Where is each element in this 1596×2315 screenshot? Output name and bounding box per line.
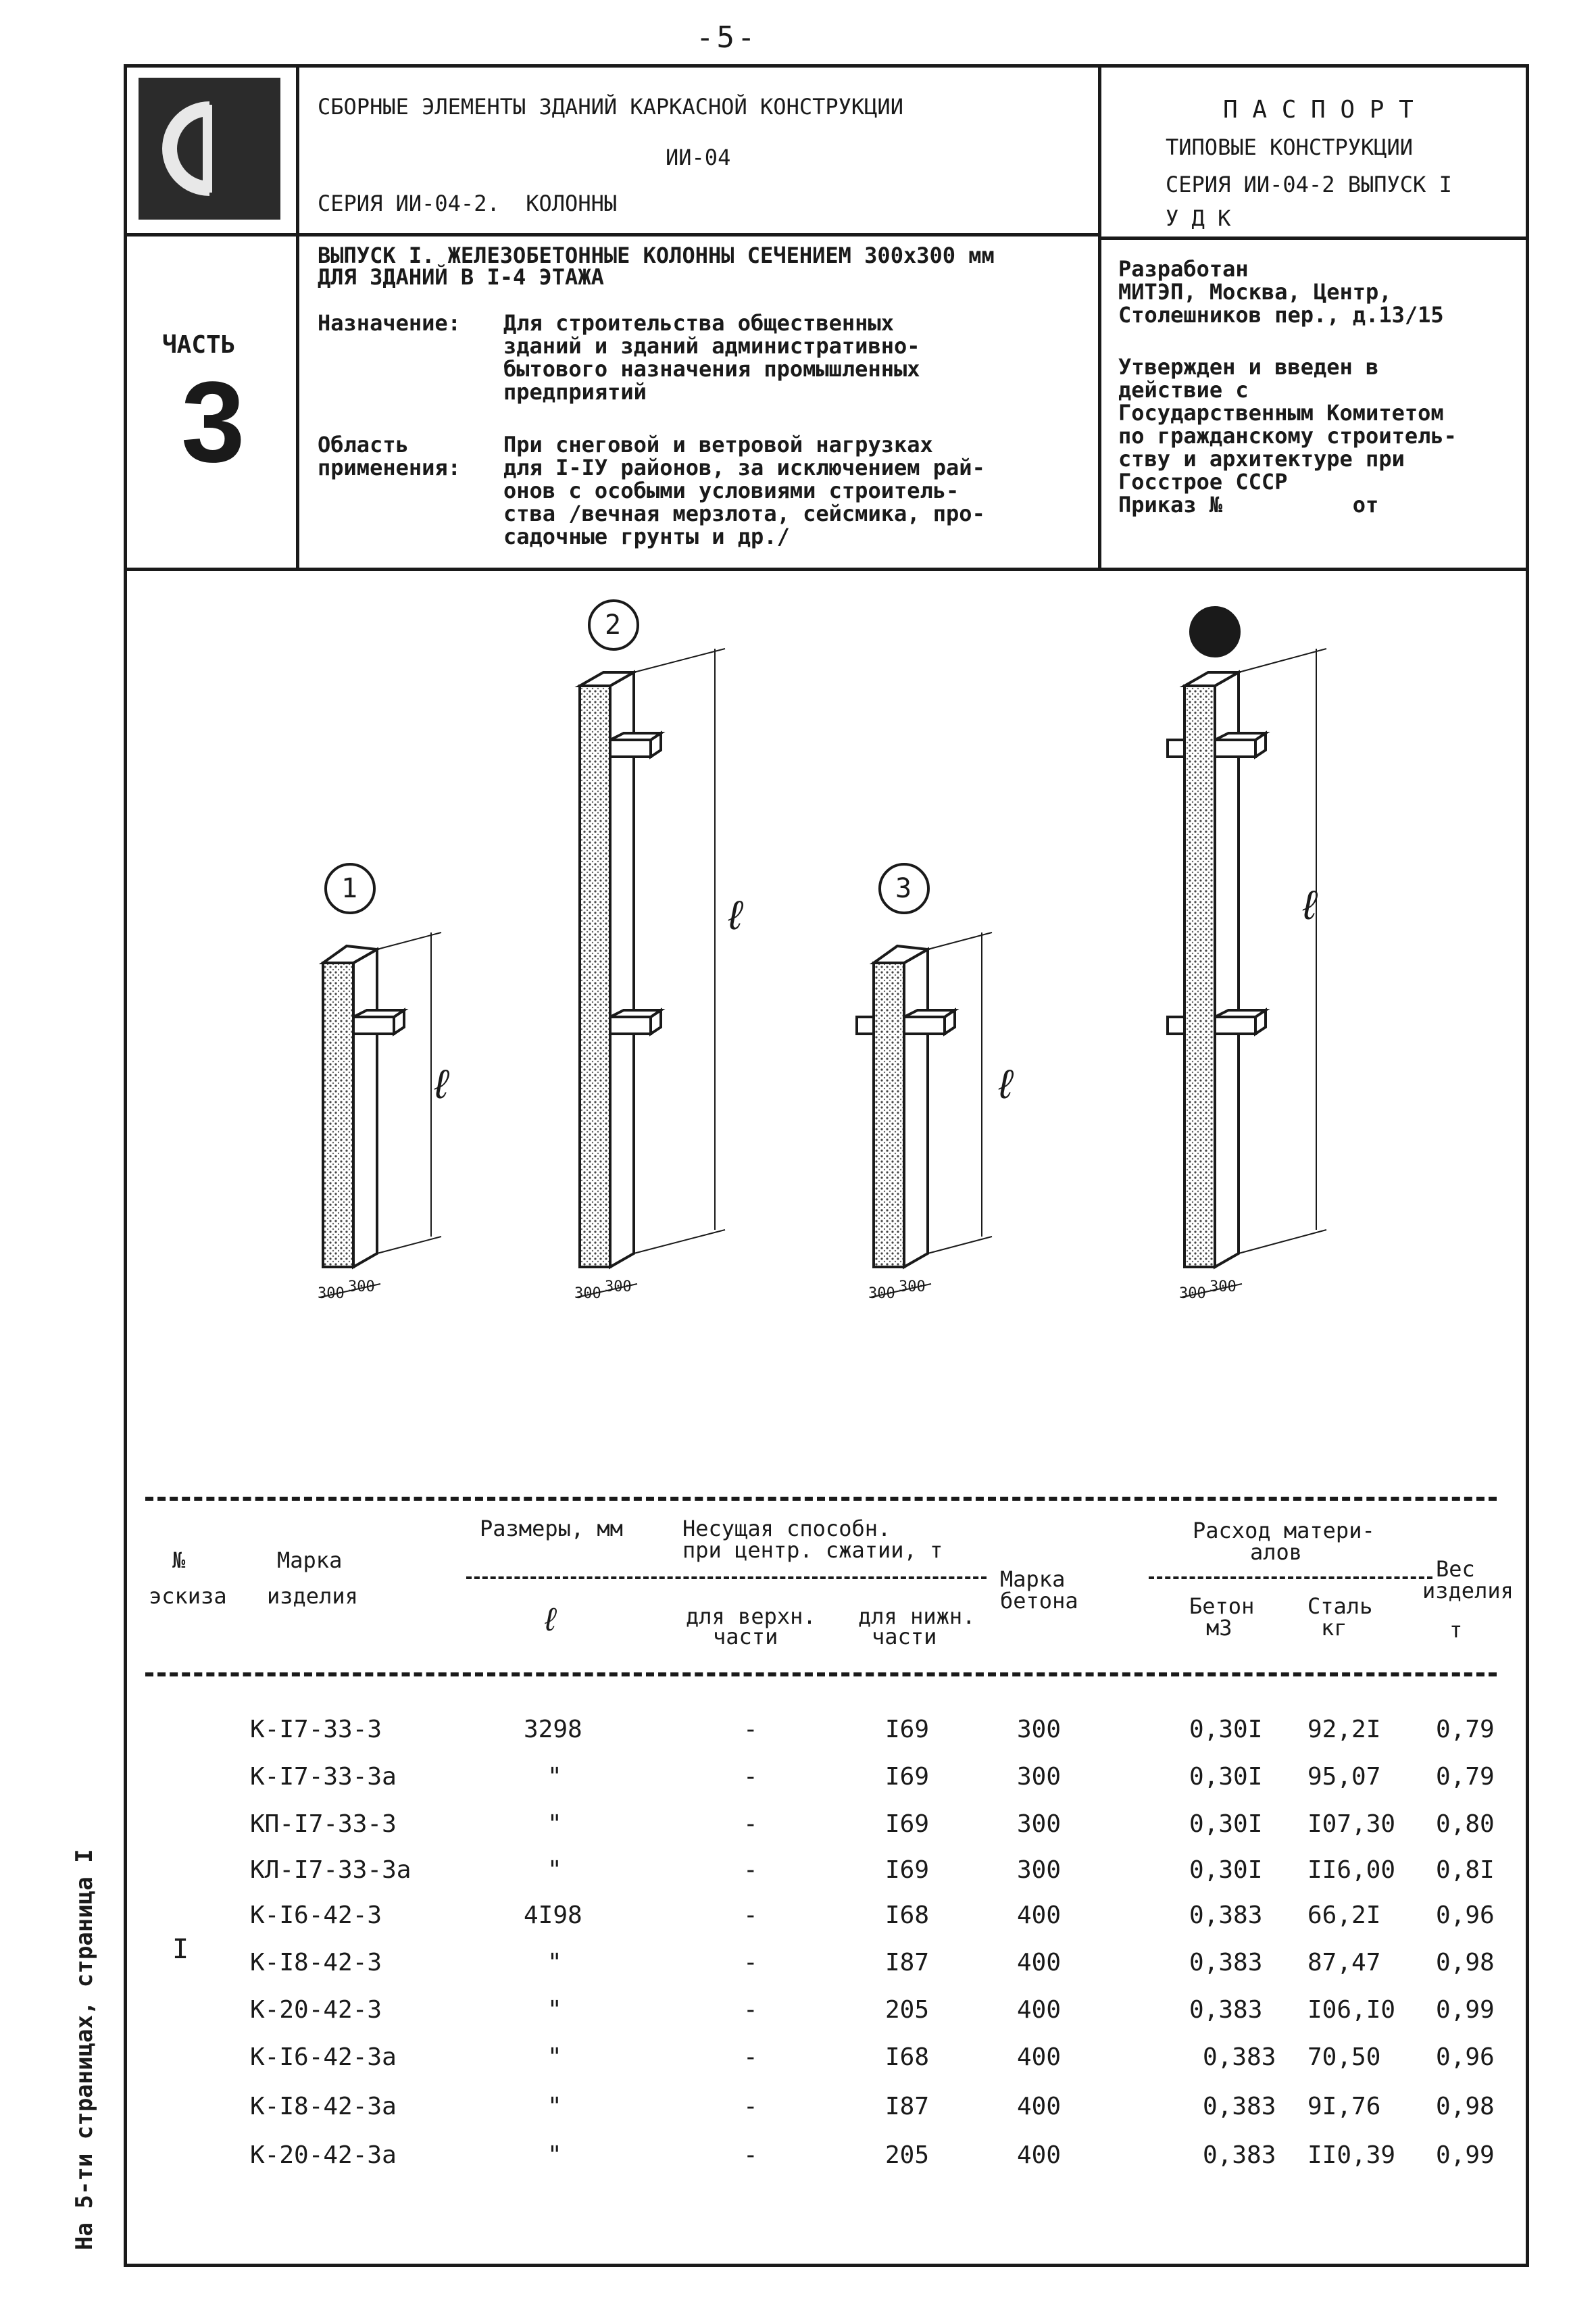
cell-steel: II0,39 <box>1307 2141 1396 2169</box>
header-sizes: Размеры, мм <box>480 1516 623 1541</box>
header-concrete-2: бетона <box>1000 1588 1078 1614</box>
cell-lower: I68 <box>885 1901 930 1929</box>
cell-upper: - <box>743 2141 758 2169</box>
passport-bottom-rule <box>1098 237 1529 240</box>
cell-concrete: 0,383 <box>1203 2093 1276 2120</box>
header-mark-1: Марка <box>277 1547 343 1573</box>
table-subheader-rule-left <box>466 1576 987 1579</box>
cell-length: " <box>547 1996 562 2024</box>
cell-weight: 0,96 <box>1436 1901 1495 1929</box>
header-sketch-2: эскиза <box>149 1583 227 1609</box>
cell-steel: II6,00 <box>1307 1856 1396 1884</box>
cell-length: " <box>547 2093 562 2120</box>
column-sketch-2 <box>576 649 725 1297</box>
approved-line-4: по гражданскому строитель- <box>1118 423 1457 449</box>
cell-upper: - <box>743 1763 758 1791</box>
passport-title: П А С П О Р Т <box>1223 96 1414 124</box>
passport-line-2: ТИПОВЫЕ КОНСТРУКЦИИ <box>1166 134 1414 160</box>
cell-weight: 0,98 <box>1436 1949 1495 1976</box>
cell-concrete: 0,383 <box>1189 1996 1263 2024</box>
cell-mark: КП-I7-33-3 <box>250 1810 397 1838</box>
sketch-number: I <box>172 1934 189 1965</box>
cell-upper: - <box>743 1716 758 1743</box>
length-label-2: ℓ <box>723 892 748 939</box>
cell-steel: I07,30 <box>1307 1810 1396 1838</box>
column-sketches <box>124 571 1529 1483</box>
cell-grade: 300 <box>1017 1856 1062 1884</box>
header-weight-2: изделия <box>1422 1578 1514 1603</box>
cell-concrete: 0,383 <box>1189 1949 1263 1976</box>
scope-label-1: Область <box>318 432 409 457</box>
page-number: -5- <box>696 20 758 55</box>
developed-line-3: Столешников пер., д.13/15 <box>1118 302 1444 328</box>
cell-mark: К-I8-42-3 <box>250 1949 382 1976</box>
dim-label-4a: 300 <box>1179 1285 1206 1302</box>
cell-grade: 400 <box>1017 2141 1062 2169</box>
cell-mark: К-20-42-3 <box>250 1996 382 2024</box>
sketch-label-3: 3 <box>895 873 912 904</box>
cell-weight: 0,99 <box>1436 2141 1495 2169</box>
cell-length: 3298 <box>524 1716 582 1743</box>
header-concrete-vol-2: м3 <box>1206 1615 1232 1641</box>
header-cap-lower-2: части <box>872 1624 937 1649</box>
cell-upper: - <box>743 2043 758 2071</box>
page-count-note: На 5-ти страницах, страница I <box>71 1849 98 2250</box>
column-sketch-1 <box>320 932 441 1297</box>
cell-length: " <box>547 1810 562 1838</box>
cell-concrete: 0,30I <box>1189 1856 1263 1884</box>
cell-steel: I06,I0 <box>1307 1996 1396 2024</box>
approved-line-6: Госстрое СССР <box>1118 469 1288 495</box>
passport-line-4: У Д К <box>1166 205 1231 231</box>
cell-steel: 66,2I <box>1307 1901 1381 1929</box>
scope-line-4: ства /вечная мерзлота, сейсмика, про- <box>503 501 985 526</box>
header-cap-upper-1: для верхн. <box>686 1603 816 1629</box>
cell-length: " <box>547 2141 562 2169</box>
cell-steel: 9I,76 <box>1307 2093 1381 2120</box>
cell-weight: 0,80 <box>1436 1810 1495 1838</box>
header-sketch-1: № <box>172 1547 186 1573</box>
scope-line-2: для I-IУ районов, за исключением рай- <box>503 455 985 480</box>
approved-line-1: Утвержден и введен в <box>1118 354 1379 380</box>
header-cap-lower-1: для нижн. <box>858 1603 976 1629</box>
cell-upper: - <box>743 1949 758 1976</box>
cell-concrete: 0,30I <box>1189 1763 1263 1791</box>
issue-line-1: ВЫПУСК I. ЖЕЛЕЗОБЕТОННЫЕ КОЛОННЫ СЕЧЕНИЕМ 300х300 мм <box>318 243 995 268</box>
cell-length: " <box>547 1763 562 1791</box>
cell-weight: 0,98 <box>1436 2093 1495 2120</box>
cell-lower: I69 <box>885 1716 930 1743</box>
developed-line-1: Разработан <box>1118 256 1249 282</box>
header-weight-1: Вес <box>1436 1556 1475 1582</box>
header-concrete-vol-1: Бетон <box>1189 1593 1255 1619</box>
passport-column-rule <box>1098 64 1101 571</box>
logo-column-rule <box>296 64 299 571</box>
title-line-2: ИИ-04 <box>666 145 731 170</box>
cell-length: " <box>547 2043 562 2071</box>
cell-lower: I69 <box>885 1810 930 1838</box>
dim-label-2a: 300 <box>574 1285 601 1302</box>
cell-lower: I68 <box>885 2043 930 2071</box>
cell-steel: 95,07 <box>1307 1763 1381 1791</box>
developed-line-2: МИТЭП, Москва, Центр, <box>1118 279 1392 305</box>
cell-upper: - <box>743 1856 758 1884</box>
dim-label-1a: 300 <box>318 1285 345 1302</box>
cell-steel: 70,50 <box>1307 2043 1381 2071</box>
organization-logo <box>139 78 280 220</box>
cell-lower: 205 <box>885 2141 930 2169</box>
length-label-1: ℓ <box>429 1061 454 1108</box>
table-top-rule <box>145 1497 1497 1501</box>
dim-label-2b: 300 <box>605 1278 632 1295</box>
part-label: ЧАСТЬ <box>162 331 236 359</box>
purpose-label: Назначение: <box>318 310 461 336</box>
cell-lower: I69 <box>885 1763 930 1791</box>
passport-line-3: СЕРИЯ ИИ-04-2 ВЫПУСК I <box>1166 172 1452 197</box>
header-mark-2: изделия <box>267 1583 358 1609</box>
cell-mark: К-I6-42-3 <box>250 1901 382 1929</box>
cell-lower: 205 <box>885 1996 930 2024</box>
cell-steel: 92,2I <box>1307 1716 1381 1743</box>
cell-lower: I87 <box>885 2093 930 2120</box>
column-sketch-4 <box>1168 649 1326 1297</box>
cell-grade: 400 <box>1017 1949 1062 1976</box>
cell-upper: - <box>743 1996 758 2024</box>
header-weight-3: т <box>1449 1617 1463 1643</box>
purpose-line-4: предприятий <box>503 379 647 405</box>
cell-concrete: 0,383 <box>1189 1901 1263 1929</box>
cell-grade: 400 <box>1017 1996 1062 2024</box>
header-capacity-1: Несущая способн. <box>682 1516 891 1541</box>
cell-weight: 0,99 <box>1436 1996 1495 2024</box>
dim-label-1b: 300 <box>348 1278 375 1295</box>
cell-lower: I87 <box>885 1949 930 1976</box>
cell-lower: I69 <box>885 1856 930 1884</box>
cell-weight: 0,8I <box>1436 1856 1495 1884</box>
issue-line-2: ДЛЯ ЗДАНИЙ В I-4 ЭТАЖА <box>318 264 604 290</box>
series-line: СЕРИЯ ИИ-04-2. КОЛОННЫ <box>318 191 618 216</box>
cell-upper: - <box>743 2093 758 2120</box>
cell-mark: К-20-42-3а <box>250 2141 397 2169</box>
approved-line-5: ству и архитектуре при <box>1118 446 1405 472</box>
header-sizes-l: ℓ <box>541 1601 560 1639</box>
purpose-line-1: Для строительства общественных <box>503 310 894 336</box>
approved-line-2: действие с <box>1118 377 1249 403</box>
sketch-label-1: 1 <box>341 873 358 904</box>
cell-weight: 0,96 <box>1436 2043 1495 2071</box>
title-bottom-rule <box>296 233 1100 237</box>
scope-line-3: онов с особыми условиями строитель- <box>503 478 959 503</box>
cell-concrete: 0,30I <box>1189 1810 1263 1838</box>
cell-length: 4I98 <box>524 1901 582 1929</box>
cell-concrete: 0,30I <box>1189 1716 1263 1743</box>
purpose-line-3: бытового назначения промышленных <box>503 356 920 382</box>
cell-length: " <box>547 1856 562 1884</box>
length-label-4: ℓ <box>1297 882 1322 929</box>
scope-label-2: применения: <box>318 455 461 480</box>
dim-label-3a: 300 <box>868 1285 895 1302</box>
cell-weight: 0,79 <box>1436 1763 1495 1791</box>
header-cap-upper-2: части <box>713 1624 778 1649</box>
cell-grade: 300 <box>1017 1716 1062 1743</box>
header-materials-1: Расход матери- <box>1193 1518 1375 1543</box>
cell-steel: 87,47 <box>1307 1949 1381 1976</box>
cell-mark: К-I7-33-3 <box>250 1716 382 1743</box>
cell-mark: К-I6-42-3а <box>250 2043 397 2071</box>
cell-concrete: 0,383 <box>1203 2141 1276 2169</box>
cell-upper: - <box>743 1810 758 1838</box>
scope-line-1: При снеговой и ветровой нагрузках <box>503 432 933 457</box>
column-sketch-3 <box>857 932 992 1297</box>
scope-line-5: садочные грунты и др./ <box>503 524 790 549</box>
cell-grade: 400 <box>1017 2043 1062 2071</box>
length-label-3: ℓ <box>993 1061 1018 1108</box>
approved-line-7: Приказ № от <box>1118 492 1379 518</box>
header-concrete-1: Марка <box>1000 1566 1066 1592</box>
header-steel-2: кг <box>1321 1615 1347 1641</box>
table-subheader-rule-right <box>1149 1576 1432 1579</box>
header-capacity-2: при центр. сжатии, т <box>682 1537 943 1563</box>
cell-grade: 300 <box>1017 1763 1062 1791</box>
cell-upper: - <box>743 1901 758 1929</box>
sketch-label-2: 2 <box>605 609 622 641</box>
cell-grade: 300 <box>1017 1810 1062 1838</box>
title-line-1: СБОРНЫЕ ЭЛЕМЕНТЫ ЗДАНИЙ КАРКАСНОЙ КОНСТРУКЦИИ <box>318 94 903 120</box>
purpose-line-2: зданий и зданий административно- <box>503 333 920 359</box>
part-number: 3 <box>181 358 245 487</box>
logo-bottom-rule <box>124 233 298 237</box>
cell-grade: 400 <box>1017 1901 1062 1929</box>
table-header-bottom-rule <box>145 1672 1497 1676</box>
cell-length: " <box>547 1949 562 1976</box>
cell-mark: К-I7-33-3а <box>250 1763 397 1791</box>
cell-weight: 0,79 <box>1436 1716 1495 1743</box>
header-steel-1: Сталь <box>1307 1593 1373 1619</box>
header-materials-2: алов <box>1250 1539 1303 1565</box>
dim-label-3b: 300 <box>899 1278 926 1295</box>
dim-label-4b: 300 <box>1210 1278 1237 1295</box>
approved-line-3: Государственным Комитетом <box>1118 400 1444 426</box>
cell-mark: К-I8-42-3а <box>250 2093 397 2120</box>
cell-mark: КЛ-I7-33-3а <box>250 1856 412 1884</box>
cell-concrete: 0,383 <box>1203 2043 1276 2071</box>
cell-grade: 400 <box>1017 2093 1062 2120</box>
